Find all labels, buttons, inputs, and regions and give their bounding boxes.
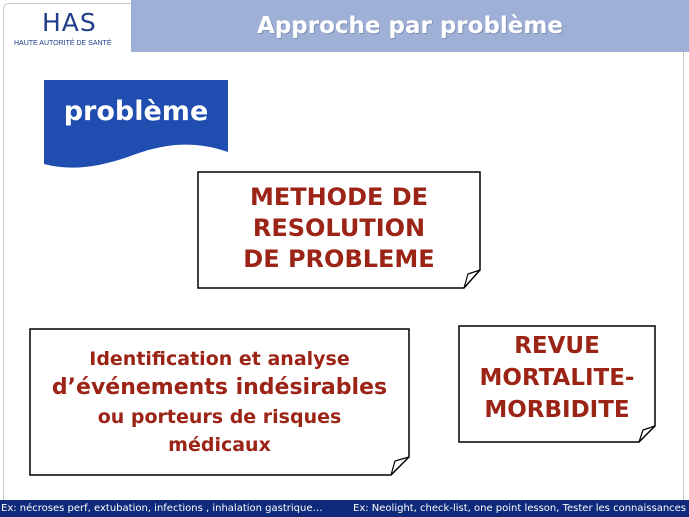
- footer-right: Ex: Neolight, check-list, one point lesson, Tester les connaissances: [353, 503, 687, 514]
- identification-box: [30, 329, 409, 475]
- methode-text: [198, 182, 480, 275]
- identification-line-3: ou porteurs de risques: [97, 406, 342, 428]
- identification-line-2: d’événements indésirables: [51, 375, 388, 400]
- methode-box: [198, 172, 480, 288]
- revue-line-3: MORBIDITE: [484, 397, 630, 423]
- problem-label: problème: [63, 96, 209, 127]
- has-logo: [14, 8, 124, 52]
- revue-line-2: MORTALITE-: [479, 365, 635, 391]
- footer-left: Ex: nécroses perf, extubation, infections , inhalation gastrique…: [1, 503, 323, 514]
- identification-line-4: médicaux: [168, 434, 271, 456]
- problem-banner: [44, 80, 228, 172]
- logo-subtitle: HAUTE AUTORITÉ DE SANTÉ: [14, 40, 112, 47]
- methode-line-1: METHODE DE: [249, 183, 429, 211]
- revue-text: [459, 330, 655, 426]
- footer-bar: [0, 500, 689, 517]
- identification-line-1: Identification et analyse: [89, 348, 350, 370]
- logo-mark: HAS: [42, 8, 97, 37]
- page-title: Approche par problème: [257, 13, 563, 39]
- revue-box: [459, 326, 655, 442]
- methode-line-2: RESOLUTION: [252, 214, 426, 242]
- revue-line-1: REVUE: [514, 333, 600, 359]
- methode-line-3: DE PROBLEME: [243, 245, 435, 273]
- identification-text: [30, 345, 409, 459]
- title-bar: [131, 0, 689, 52]
